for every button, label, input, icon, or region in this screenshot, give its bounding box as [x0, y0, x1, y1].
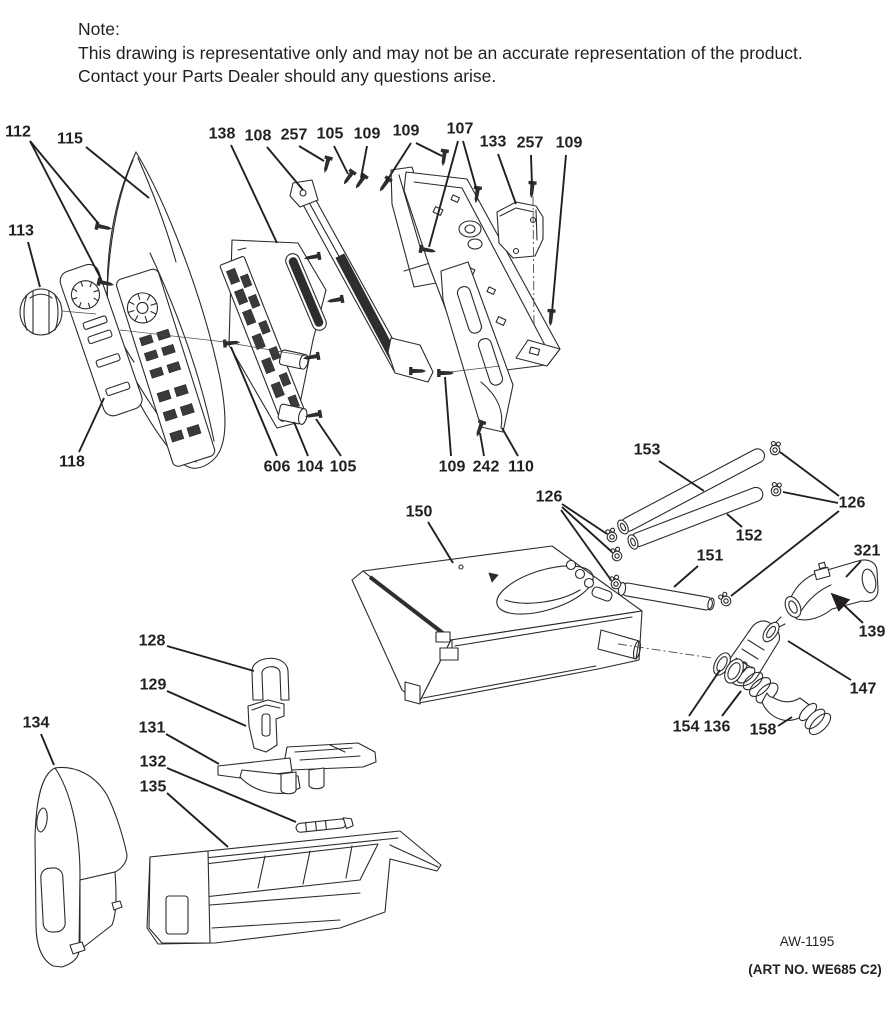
leader-line-126 — [780, 452, 839, 496]
callout-133: 133 — [479, 133, 507, 151]
drawer-body-art — [147, 831, 441, 944]
leader-line-136 — [722, 691, 741, 716]
funnel-cover-art — [35, 767, 127, 967]
callout-158: 158 — [749, 721, 777, 739]
leader-line-108 — [267, 147, 303, 190]
callout-138: 138 — [208, 125, 236, 143]
drawer-handle-art — [296, 817, 354, 834]
leader-line-128 — [167, 646, 254, 671]
callout-105: 105 — [329, 458, 357, 476]
leader-line-151 — [674, 566, 698, 587]
callout-136: 136 — [703, 718, 731, 736]
leader-line-113 — [28, 242, 40, 287]
leader-line-126 — [562, 504, 607, 534]
art-number: (ART NO. WE685 C2) — [748, 962, 882, 977]
note-line-2: Contact your Parts Dealer should any questions arise. — [78, 66, 497, 86]
drawer-insert-art — [218, 743, 376, 794]
callout-113: 113 — [8, 222, 34, 240]
leader-line-104 — [294, 422, 308, 456]
leader-line-112 — [30, 141, 101, 279]
callout-108: 108 — [244, 127, 272, 145]
control-knob-art — [20, 289, 62, 335]
leader-line-109 — [416, 143, 442, 156]
callout-128: 128 — [138, 632, 166, 650]
callout-134: 134 — [22, 714, 50, 732]
leader-line-109 — [445, 377, 451, 456]
callout-129: 129 — [139, 676, 167, 694]
callout-321: 321 — [853, 542, 881, 560]
leader-line-110 — [502, 428, 518, 456]
callout-257: 257 — [516, 134, 544, 152]
callout-112: 112 — [5, 123, 31, 141]
callout-105: 105 — [316, 125, 344, 143]
leader-line-138 — [231, 145, 277, 243]
callout-152: 152 — [735, 527, 763, 545]
callout-153: 153 — [633, 441, 661, 459]
callout-151: 151 — [696, 547, 724, 565]
leader-line-147 — [788, 641, 851, 680]
leader-line-109 — [552, 155, 566, 312]
callout-109: 109 — [555, 134, 583, 152]
note-title: Note: — [78, 19, 120, 39]
callout-135: 135 — [139, 778, 167, 796]
callout-126: 126 — [535, 488, 563, 506]
leader-line-118 — [79, 398, 104, 452]
leader-line-131 — [166, 734, 219, 764]
leader-line-242 — [480, 433, 484, 456]
callout-107: 107 — [446, 120, 474, 138]
callout-109: 109 — [392, 122, 420, 140]
leader-line-105 — [316, 419, 341, 456]
callout-150: 150 — [405, 503, 433, 521]
note-line-1: This drawing is representative only and may not be an accurate representation of the product. — [78, 42, 803, 63]
leader-line-134 — [41, 734, 54, 765]
leader-line-150 — [428, 522, 453, 563]
drawing-code: AW-1195 — [779, 934, 835, 949]
callout-126: 126 — [838, 494, 866, 512]
callout-104: 104 — [296, 458, 324, 476]
callout-139: 139 — [858, 623, 886, 641]
leader-line-257 — [299, 146, 324, 161]
callout-110: 110 — [508, 458, 534, 476]
leader-line-109 — [361, 146, 367, 178]
leader-line-126 — [783, 492, 838, 503]
callout-242: 242 — [472, 458, 500, 476]
callout-118: 118 — [59, 453, 85, 471]
callout-606: 606 — [263, 458, 291, 476]
callout-154: 154 — [672, 718, 700, 736]
leader-line-105 — [334, 146, 348, 174]
leader-line-257 — [531, 155, 532, 185]
dispenser-body-art — [352, 546, 642, 704]
callout-109: 109 — [353, 125, 381, 143]
leader-line-135 — [167, 793, 228, 847]
callout-147: 147 — [849, 680, 877, 698]
siphon-clip-art — [252, 658, 289, 700]
leader-line-133 — [498, 154, 516, 204]
leader-line-153 — [659, 461, 704, 491]
callout-131: 131 — [138, 719, 166, 737]
callout-109: 109 — [438, 458, 466, 476]
leader-line-154 — [689, 670, 720, 716]
callout-132: 132 — [139, 753, 167, 771]
callout-257: 257 — [280, 126, 308, 144]
inlet-elbow-art — [782, 560, 878, 620]
callout-115: 115 — [57, 130, 83, 148]
leader-line-152 — [727, 514, 742, 527]
latch-clip-art — [248, 700, 284, 752]
leader-line-129 — [167, 691, 246, 726]
leader-line-112 — [30, 141, 98, 223]
